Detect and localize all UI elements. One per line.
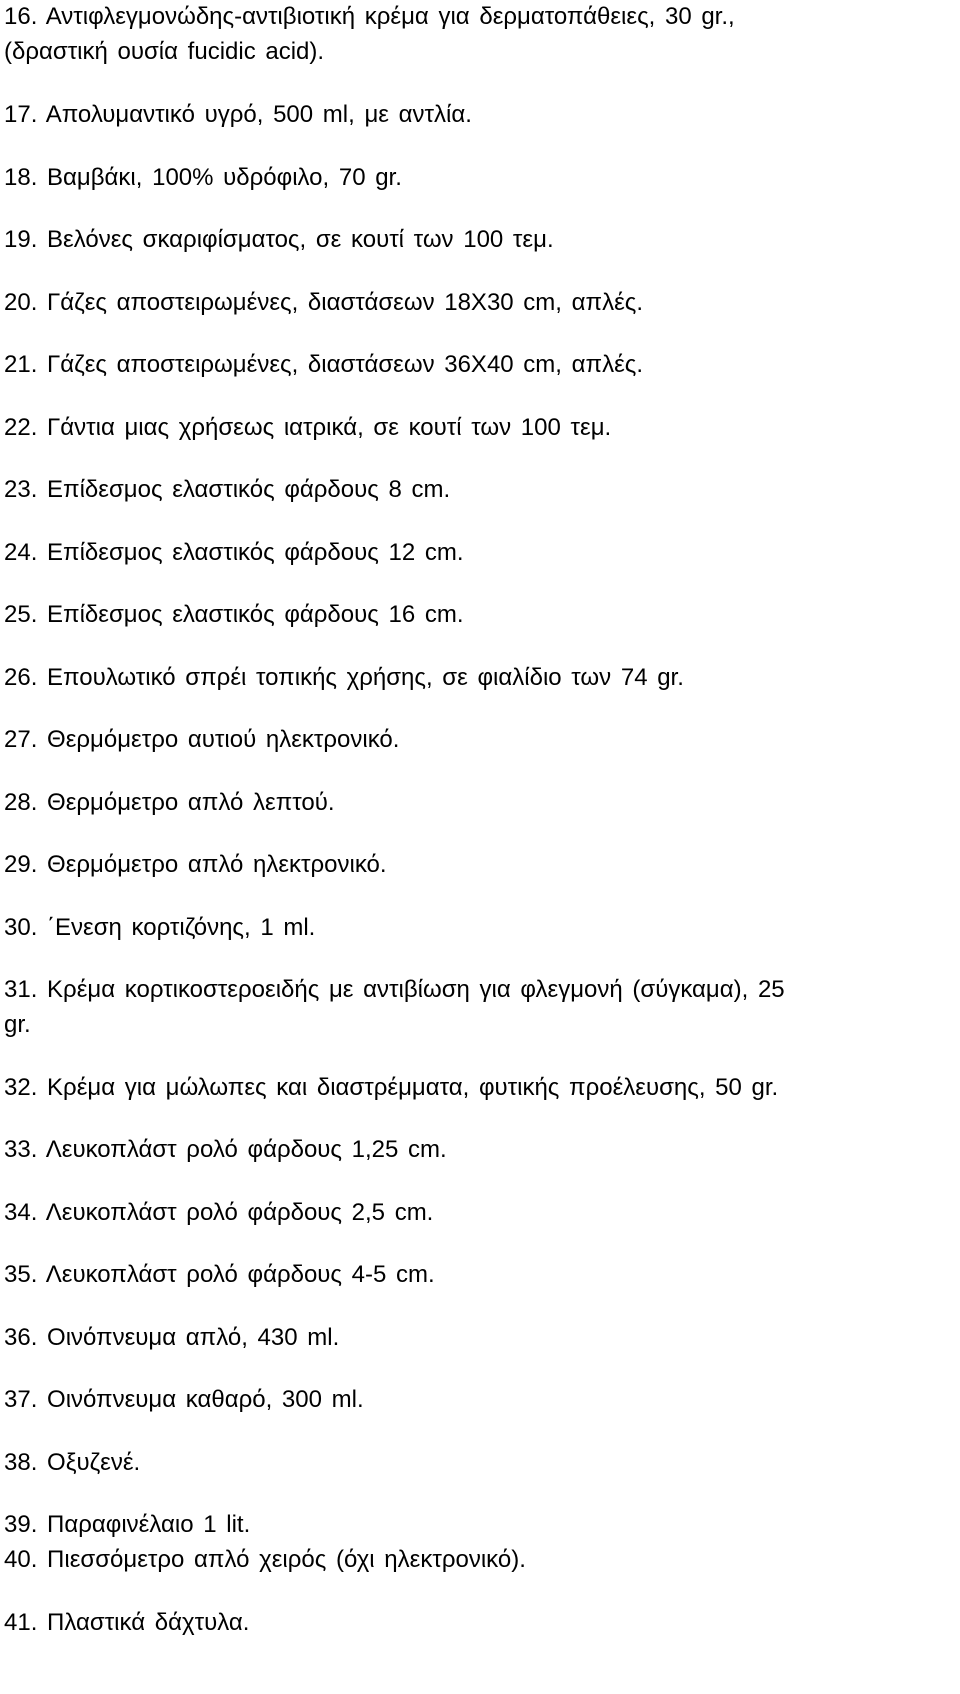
item-20: 20. Γάζες αποστειρωμένες, διαστάσεων 18Χ30 cm, απλές. <box>4 289 643 316</box>
item-40: 40. Πιεσσόμετρο απλό χειρός (όχι ηλεκτρονικό). <box>4 1546 526 1573</box>
item-35: 35. Λευκοπλάστ ρολό φάρδους 4-5 cm. <box>4 1261 435 1288</box>
item-33: 33. Λευκοπλάστ ρολό φάρδους 1,25 cm. <box>4 1136 447 1163</box>
item-22: 22. Γάντια μιας χρήσεως ιατρικά, σε κουτί των 100 τεμ. <box>4 414 612 441</box>
item-21: 21. Γάζες αποστειρωμένες, διαστάσεων 36Χ40 cm, απλές. <box>4 351 643 378</box>
item-16-line-1: 16. Αντιφλεγμονώδης-αντιβιοτική κρέμα για δερματοπάθειες, 30 gr., <box>4 3 735 30</box>
item-17: 17. Απολυμαντικό υγρό, 500 ml, με αντλία. <box>4 101 472 128</box>
item-31-line-1: 31. Κρέμα κορτικοστεροειδής με αντιβίωση για φλεγμονή (σύγκαμα), 25 <box>4 976 785 1003</box>
item-38: 38. Οξυζενέ. <box>4 1449 141 1476</box>
item-39: 39. Παραφινέλαιο 1 lit. <box>4 1511 251 1538</box>
item-34: 34. Λευκοπλάστ ρολό φάρδους 2,5 cm. <box>4 1199 434 1226</box>
item-31-line-2: gr. <box>4 1011 31 1038</box>
item-36: 36. Οινόπνευμα απλό, 430 ml. <box>4 1324 340 1351</box>
item-19: 19. Βελόνες σκαριφίσματος, σε κουτί των 100 τεμ. <box>4 226 554 253</box>
item-24: 24. Επίδεσμος ελαστικός φάρδους 12 cm. <box>4 539 464 566</box>
item-23: 23. Επίδεσμος ελαστικός φάρδους 8 cm. <box>4 476 451 503</box>
item-30: 30. ΄Ενεση κορτιζόνης, 1 ml. <box>4 914 316 941</box>
item-26: 26. Επουλωτικό σπρέι τοπικής χρήσης, σε φιαλίδιο των 74 gr. <box>4 664 684 691</box>
item-25: 25. Επίδεσμος ελαστικός φάρδους 16 cm. <box>4 601 464 628</box>
item-41: 41. Πλαστικά δάχτυλα. <box>4 1609 250 1636</box>
item-29: 29. Θερμόμετρο απλό ηλεκτρονικό. <box>4 851 387 878</box>
item-37: 37. Οινόπνευμα καθαρό, 300 ml. <box>4 1386 364 1413</box>
item-16-line-2: (δραστική ουσία fucidic acid). <box>4 38 325 65</box>
item-32: 32. Κρέμα για μώλωπες και διαστρέμματα, φυτικής προέλευσης, 50 gr. <box>4 1074 779 1101</box>
item-28: 28. Θερμόμετρο απλό λεπτού. <box>4 789 335 816</box>
item-27: 27. Θερμόμετρο αυτιού ηλεκτρονικό. <box>4 726 400 753</box>
item-18: 18. Βαμβάκι, 100% υδρόφιλο, 70 gr. <box>4 164 402 191</box>
